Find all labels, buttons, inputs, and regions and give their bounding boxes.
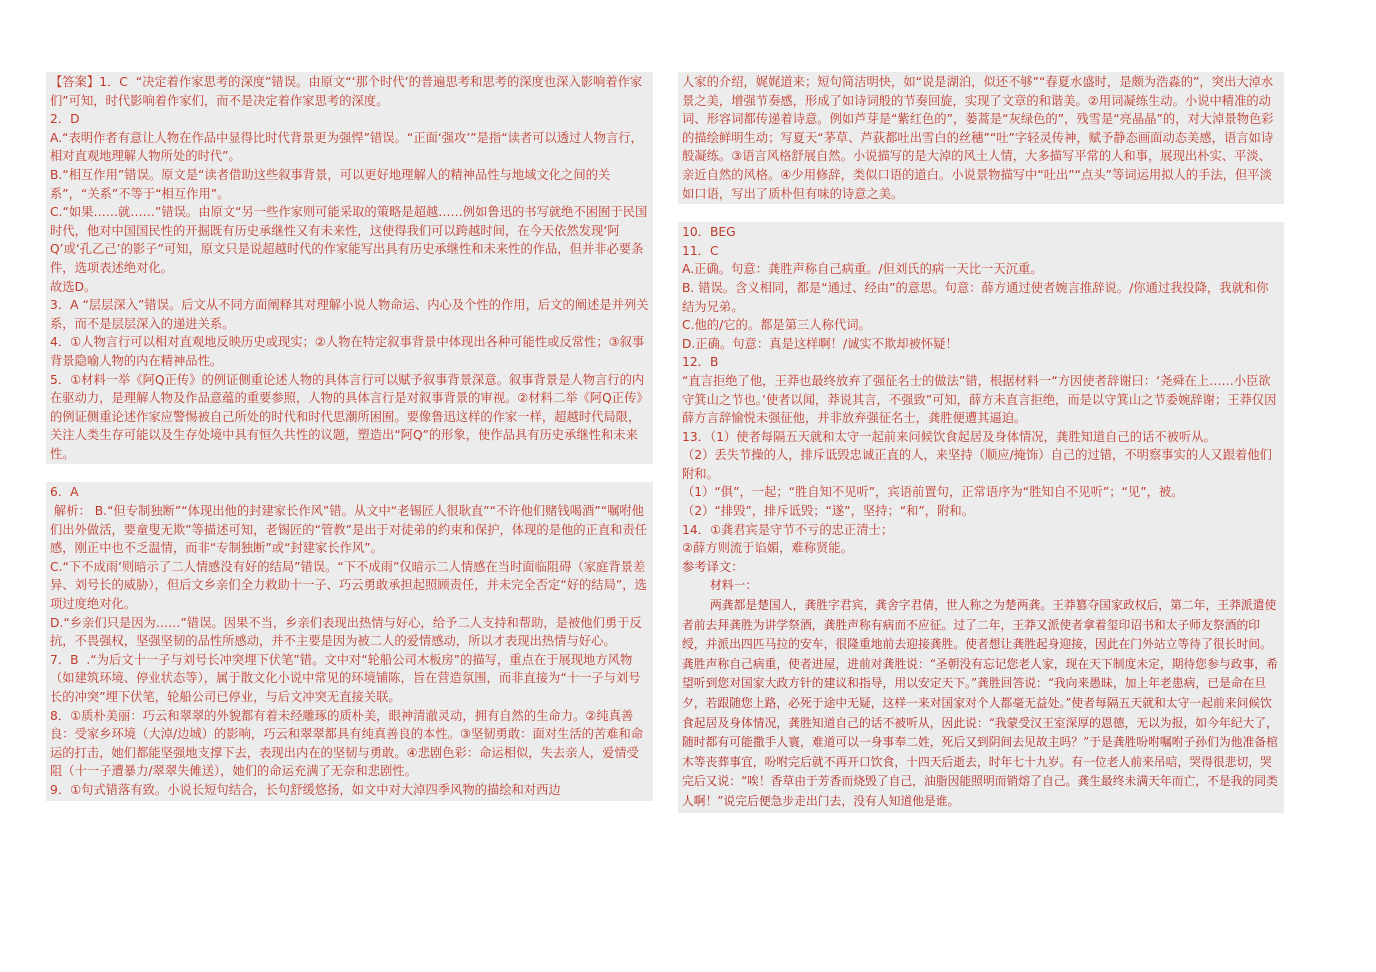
answer-5: 5．①材料一举《阿Q正传》的例证侧重论述人物的具体言行可以赋予叙事背景深意。叙事背景是人物言行的内在驱动力，是理解人物及作品意蕴的重要参照，人物的具体言行是对叙事背景的审视。②材料二举《阿Q正传》的例证侧重论述作家应警惕被自己所处的时代和时代思潮所困囿。要像鲁迅这样的作家一样，超越时代局限，关注人类生存可能以及生存处境中具有恒久共性的议题，塑造出“阿Q”的形象，使作品具有历史承继性和未来性。 (50, 372, 649, 461)
answer-block-10-14 (678, 222, 1284, 812)
answer-8: 8．①质朴美丽：巧云和翠翠的外貌都有着未经雕琢的质朴美，眼神清澈灵动，拥有自然的生命力。②纯真善良：受家乡环境（大淖/边城）的影响，巧云和翠翠都具有纯真善良的本性。③坚韧勇敢：面对生活的苦难和命运的打击，她们都能坚强地支撑下去，表现出内在的坚韧与勇敢。④悲剧色彩：命运相似，失去亲人，爱情受阻（十一子遭暴力/翠翠失傩送），她们的命运充满了无奈和悲剧性。 (50, 708, 644, 779)
answer-2-a: A.“表明作者有意让人物在作品中显得比时代背景更为强悍”错误。“正面‘强攻’”是指“读者可以透过人物言行，相对直观地理解人物所处的时代”。 (50, 130, 643, 164)
answer-2-b: B.“相互作用”错误。原文是“读者借助这些叙事背景，可以更好地理解人的精神品性与地域文化之间的关系”，“关系”不等于“相互作用”。 (50, 167, 611, 201)
answer-11: 11．C (682, 243, 719, 258)
answer-12: 12．B (682, 355, 719, 370)
answer-13-note-2: （2）“排毁”，排斥诋毁；“遂”，坚持；“和”，附和。 (682, 504, 974, 519)
answer-6-analysis-b: 解析： B.“但专制独断”“体现出他的封建家长作风”错。从文中“老锡匠人很耿直”“不许他们赌钱喝酒”“嘱咐他们出外做活，要童叟无欺”等描述可知，老锡匠的“管教”是出于对徒弟的约束和保护，体现的是他的正直和责任感，刚正中也不乏温情，而非“专制独断”或“封建家长作风”。 (50, 504, 648, 556)
answer-14-2: ②薛方则流于谄媚，难称贤能。 (682, 541, 853, 556)
answer-2: 2．D (50, 112, 80, 127)
answer-11-b: B. 错误。含义相同，都是“通过、经由”的意思。句意：薛方通过使者婉言推辞说。/你通过我投降，我就和你结为兄弟。 (682, 280, 1269, 314)
answer-2-conclusion: 故选D。 (50, 279, 97, 294)
answer-9-continued: 人家的介绍，娓娓道来；短句简洁明快，如“说是湖泊，似还不够”“春夏水盛时，是颇为浩淼的”，突出大淖水景之美，增强节奏感，形成了如诗词般的节奏回旋，实现了文章的和谐美。②用词凝练生动。小说中精准的动词、形容词都传递着诗意。例如芦芽是“紫红色的”，蒌蒿是“灰绿色的”，残雪是“亮晶晶”的，对大淖景物色彩的描绘鲜明生动；写夏天“茅草、芦荻都吐出雪白的丝穗”“吐”字轻灵传神，赋予静态画面动态美感，语言如诗般凝练。③语言风格舒展自然。小说描写的是大淖的风土人情，大多描写平常的人和事，展现出朴实、平淡、亲近自然的风格。④少用修辞，类似口语的道白。小说景物描写中“吐出”“点头”等词运用拟人的手法，但平淡如口语，写出了质朴但有味的诗意之美。 (682, 75, 1274, 201)
reference-translation-heading: 参考译文： (682, 559, 744, 574)
translation-body: 两龚都是楚国人，龚胜字君宾，龚舍字君倩，世人称之为楚两龚。王莽篡夺国家政权后，第二年，王莽派遣使者前去拜龚胜为讲学祭酒，龚胜声称有病而不应征。过了二年，王莽又派使者拿着玺印诏书和太子师友祭酒的印绶，并派出四匹马拉的安车，很隆重地前去迎接龚胜。使者想让龚胜起身迎接，因此在门外站立等待了很长时间。龚胜声称自己病重，使者进屋，进前对龚胜说：“圣朝没有忘记您老人家，现在天下制度未定，期待您参与政事，希望听到您对国家大政方针的建议和指导，用以安定天下。”龚胜回答说：“我向来愚昧，加上年老患病，已是命在旦夕，若跟随您上路，必死于途中无疑，这样一来对国家对个人都毫无益处。”使者每隔五天就和太守一起前来问候饮食起居及身体情况，龚胜知道自己的话不被听从，因此说：“我蒙受汉王室深厚的恩德，无以为报，如今年纪大了，随时都有可能撒手人寰，难道可以一身事奉二姓，死后又到阴间去见故主吗？”于是龚胜吩咐嘱咐子孙们为他准备棺木等丧葬事宜，吩咐完后就不再开口饮食，十四天后逝去，时年七十九岁。有一位老人前来吊唁，哭得很悲切，哭完后又说：“唉！香草由于芳香而烧毁了自己，油脂因能照明而销熔了自己。龚生最终未满天年而亡，不是我的同类人啊！”说完后便急步走出门去，没有人知道他是谁。 (682, 598, 1278, 808)
right-column (678, 72, 1284, 813)
answer-13-note-1: （1）“俱”，一起；“胜自知不见听”，宾语前置句，正常语序为“胜知自不见听”；“见”，被。 (682, 485, 1184, 500)
answer-1: 【答案】1．C “决定着作家思考的深度”错误。由原文“‘那个时代’的普遍思考和思考的深度也深入影响着作家们”可知，时代影响着作家们，而不是决定着作家思考的深度。 (50, 75, 643, 108)
answer-11-a: A.正确。句意：龚胜声称自己病重。/但刘氏的病一天比一天沉重。 (682, 262, 1043, 277)
left-column (46, 72, 653, 801)
answer-6-analysis-d: D.“乡亲们只是因为……”错误。因果不当，乡亲们表现出热情与好心，给予二人支持和帮助，是被他们勇于反抗，不畏强权，坚强坚韧的品性所感动，并不主要是因为被二人的爱情感动，所以才表现出热情与好心。 (50, 615, 642, 649)
answer-12-analysis: “直言拒绝了他，王莽也最终放弃了强征名士的做法”错，根据材料一“方因使者辞谢曰：‘尧舜在上……小臣欲守箕山之节也。’使者以闻，莽说其言，不强致”可知，薛方未直言拒绝，而是以守箕山之节委婉辞谢；王莽仅因薛方言辞愉悦未强征他，并非放弃强征名士，龚胜便遭其逼迫。 (682, 373, 1277, 426)
answer-13-1: 13．（1）使者每隔五天就和太守一起前来问候饮食起居及身体情况，龚胜知道自己的话不被听从。 (682, 429, 1216, 444)
answer-10: 10．BEG (682, 225, 736, 240)
answer-11-d: D.正确。句意：真是这样啊！/诚实不欺却被怀疑！ (682, 336, 958, 351)
answer-block-6-9 (46, 482, 653, 800)
answer-9: 9．①句式错落有致。小说长短句结合，长句舒缓悠扬，如文中对大淖四季风物的描绘和对西边 (50, 782, 561, 797)
answer-7: 7．B .“为后文十一子与刘号长冲突埋下伏笔”错。文中对“轮船公司木板房”的描写，重点在于展现地方风物（如建筑环境、停业状态等），属于散文化小说中常见的环境铺陈，旨在营造氛围，而非直接为“十一子与刘号长的冲突”埋下伏笔，轮船公司已停业，与后文冲突无直接关联。 (50, 652, 641, 704)
answer-6-analysis-c: C.“下不成雨’则暗示了二人情感没有好的结局”错误。“下不成雨”仅暗示二人情感在当时面临阻碍（家庭背景差异、刘号长的威胁），但后文乡亲们全力救助十一子、巧云勇敢承担起照顾责任，并未完全否定“好的结局”，选项过度绝对化。 (50, 559, 647, 612)
answer-block-1-5 (46, 72, 653, 464)
answer-6: 6．A (50, 485, 79, 500)
answer-13-2: （2）丢失节操的人，排斥诋毁忠诚正直的人，来坚持（顺应/掩饰）自己的过错，不明察事实的人又跟着他们附和。 (682, 448, 1272, 481)
answer-14-1: 14．①龚君宾是守节不亏的忠正清士； (682, 522, 894, 537)
answer-3: 3．A “层层深入”错误。后文从不同方面阐释其对理解小说人物命运、内心及个性的作用，后文的阐述是并列关系，而不是层层深入的递进关系。 (50, 298, 649, 331)
answer-4: 4．①人物言行可以相对直观地反映历史或现实；②人物在特定叙事背景中体现出各种可能性或反常性；③叙事背景隐喻人物的内在精神品性。 (50, 335, 645, 368)
answer-11-c: C.他的/它的。都是第三人称代词。 (682, 318, 871, 333)
answer-2-c: C.“如果……就……”错误。由原文“另一些作家则可能采取的策略是超越……例如鲁迅的书写就绝不困囿于民国时代，他对中国国民性的开掘既有历史承继性又有未来性，这使得我们可以跨越时间，在今天依然发现‘阿Q’或‘孔乙己’的影子”可知，原文只是说超越时代的作家能写出具有历史承继性和未来性的作品，但并非必要条件，选项表述绝对化。 (50, 205, 648, 275)
answer-9-continued-block (678, 72, 1284, 204)
translation-material-title: 材料一： (710, 578, 758, 593)
